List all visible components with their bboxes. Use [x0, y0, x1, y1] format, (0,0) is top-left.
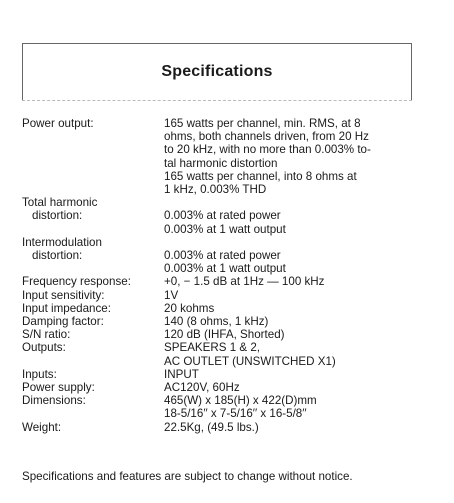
spec-value-line: 465(W) x 185(H) x 422(D)mm [164, 394, 317, 408]
spec-value-line: to 20 kHz, with no more than 0.003% to- [164, 143, 371, 157]
spec-label: Frequency response: [22, 275, 131, 289]
spec-value: 120 dB (IHFA, Shorted) [164, 328, 285, 342]
title-box [22, 43, 412, 101]
spec-label: Outputs: [22, 341, 66, 355]
spec-value [164, 196, 442, 236]
spec-value-line: 0.003% at rated power [164, 209, 281, 223]
spec-label-line: Intermodulation [22, 235, 102, 249]
spec-label-line: Total harmonic [22, 196, 98, 210]
page-title: Specifications [161, 63, 273, 80]
spec-row-power-output [22, 117, 442, 196]
spec-value-line: tal harmonic distortion [164, 156, 278, 170]
spec-label-line: distortion: [32, 209, 83, 223]
spec-row-dimensions [22, 394, 442, 420]
spec-label: Damping factor: [22, 315, 104, 329]
spec-value: 20 kohms [164, 301, 215, 315]
spec-row-power-supply [22, 381, 442, 394]
spec-label: Weight: [22, 420, 62, 434]
spec-value-line: ohms, both channels driven, from 20 Hz [164, 130, 369, 144]
title-box-top-rule [22, 43, 412, 44]
spec-row-frequency-response [22, 275, 442, 288]
spec-row-weight [22, 421, 442, 434]
spec-value-line: 165 watts per channel, min. RMS, at 8 [164, 117, 361, 130]
spec-value: +0, − 1.5 dB at 1Hz — 100 kHz [164, 275, 325, 289]
spec-value-line: 0.003% at rated power [164, 249, 281, 263]
spec-value [164, 236, 442, 276]
title-box-bottom-rule [22, 100, 412, 101]
spec-label: Input sensitivity: [22, 288, 105, 302]
spec-label [22, 196, 164, 236]
spec-list [22, 117, 442, 434]
spec-value-line: 165 watts per channel, into 8 ohms at [164, 169, 357, 183]
spec-value-line: 18-5/16′′ x 7-5/16′′ x 16-5/8′′ [164, 407, 307, 421]
spec-label-line: distortion: [32, 249, 83, 263]
spec-value: INPUT [164, 367, 199, 381]
spec-label: Power output: [22, 117, 94, 130]
spec-label: Dimensions: [22, 394, 86, 408]
spec-label: Inputs: [22, 367, 57, 381]
spec-row-outputs [22, 341, 442, 367]
spec-value [164, 341, 442, 367]
spec-value: 22.5Kg, (49.5 lbs.) [164, 420, 259, 434]
spec-label: Power supply: [22, 381, 95, 395]
spec-value-line: SPEAKERS 1 & 2, [164, 341, 261, 355]
footer-note: Specifications and features are subject to change without notice. [22, 470, 353, 483]
spec-row-sn-ratio [22, 328, 442, 341]
spec-value-line: AC OUTLET (UNSWITCHED X1) [164, 354, 336, 368]
spec-value: 1V [164, 288, 179, 302]
spec-row-inputs [22, 368, 442, 381]
spec-row-input-sensitivity [22, 289, 442, 302]
spec-value-line: 0.003% at 1 watt output [164, 222, 286, 236]
spec-value [164, 117, 442, 196]
spec-row-damping-factor [22, 315, 442, 328]
spec-value: AC120V, 60Hz [164, 381, 240, 395]
spec-value-line: 1 kHz, 0.003% THD [164, 183, 267, 197]
spec-value [164, 394, 442, 420]
spec-label: S/N ratio: [22, 328, 71, 342]
spec-row-thd [22, 196, 442, 236]
spec-value-line: 0.003% at 1 watt output [164, 262, 286, 276]
spec-value: 140 (8 ohms, 1 kHz) [164, 315, 269, 329]
spec-label: Input impedance: [22, 301, 111, 315]
spec-row-imd [22, 236, 442, 276]
spec-row-input-impedance [22, 302, 442, 315]
spec-label [22, 236, 164, 276]
